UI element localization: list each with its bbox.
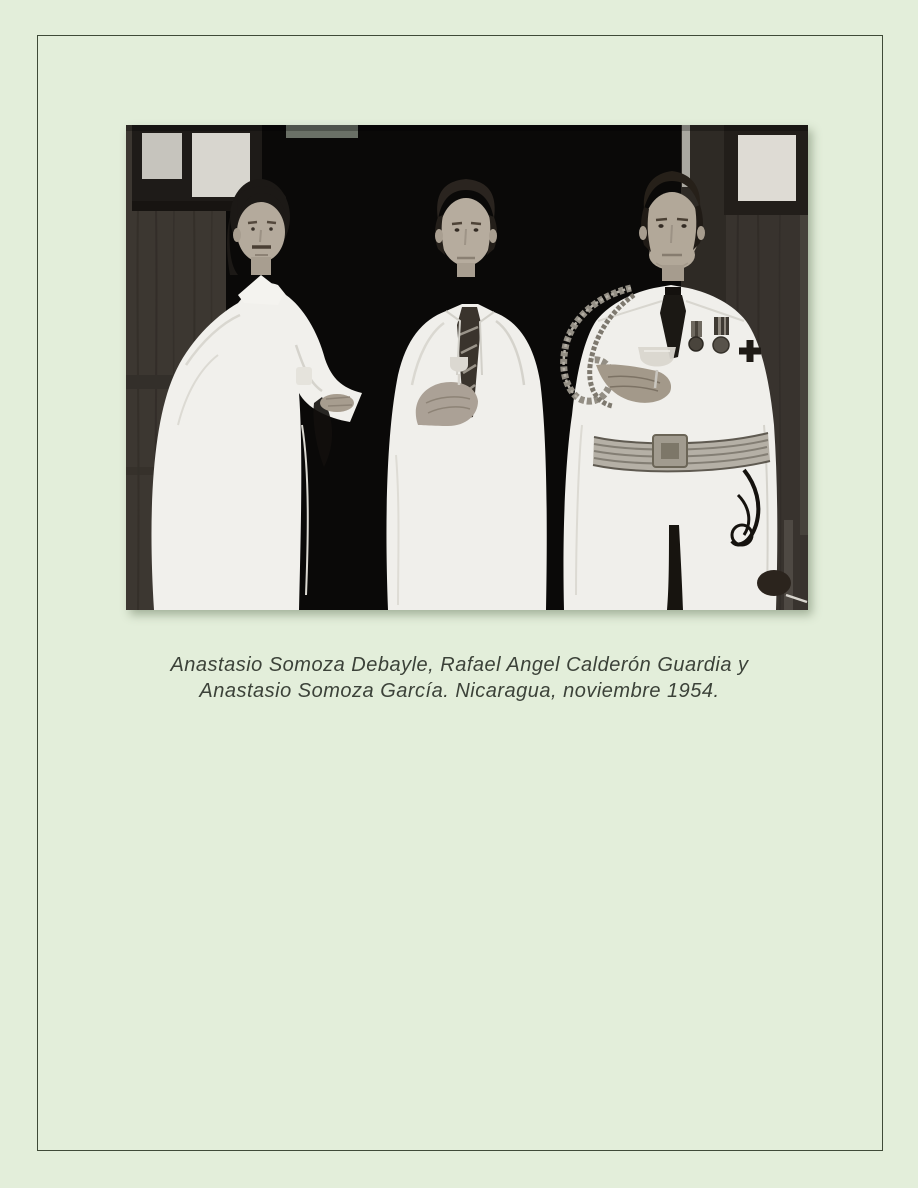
photo-top-shade <box>126 125 808 131</box>
photo-artwork <box>126 125 808 610</box>
man-left-glass <box>296 367 312 385</box>
historical-photo <box>126 125 808 610</box>
man-right-lower-hand <box>757 570 791 596</box>
caption-line-2: Anastasio Somoza García. Nicaragua, noviembre 1954. <box>199 680 720 702</box>
photo-caption <box>37 652 882 704</box>
caption-line-1: Anastasio Somoza Debayle, Rafael Angel Calderón Guardia y <box>170 654 749 676</box>
man-center-glass <box>450 357 468 372</box>
